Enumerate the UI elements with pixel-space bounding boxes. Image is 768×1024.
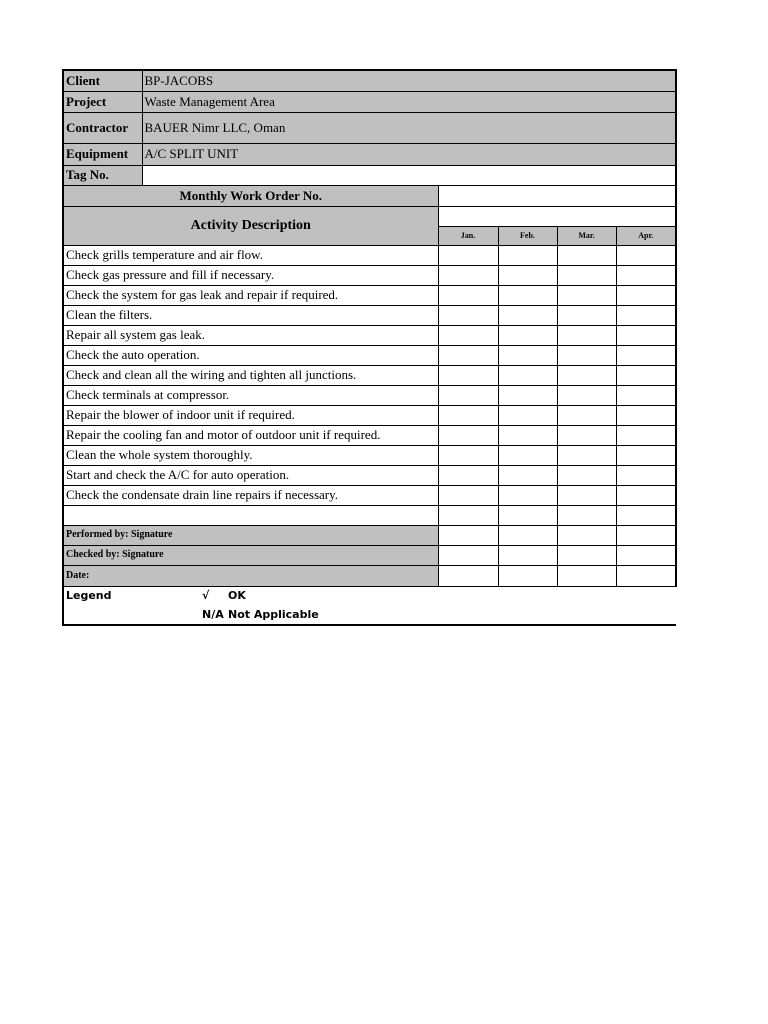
check-cell-feb[interactable] xyxy=(498,325,557,345)
work-order-label: Monthly Work Order No. xyxy=(63,185,438,206)
month-mar: Mar. xyxy=(557,226,616,245)
project-label: Project xyxy=(63,91,142,112)
month-feb: Feb. xyxy=(498,226,557,245)
check-cell-feb[interactable] xyxy=(498,485,557,505)
activity-row xyxy=(63,285,676,305)
check-cell-mar[interactable] xyxy=(557,345,616,365)
check-cell-feb[interactable] xyxy=(498,285,557,305)
check-cell-mar[interactable] xyxy=(557,285,616,305)
activity-row xyxy=(63,505,676,525)
date-feb-cell[interactable] xyxy=(498,565,557,586)
legend-ok-text: OK xyxy=(228,588,246,602)
check-cell-mar[interactable] xyxy=(557,505,616,525)
check-cell-feb[interactable] xyxy=(498,365,557,385)
check-cell-mar[interactable] xyxy=(557,325,616,345)
check-cell-feb[interactable] xyxy=(498,345,557,365)
equipment-value: A/C SPLIT UNIT xyxy=(142,143,676,165)
month-header-spacer xyxy=(438,206,676,226)
activity-row xyxy=(63,325,676,345)
checked-feb-cell[interactable] xyxy=(498,545,557,565)
check-cell-feb[interactable] xyxy=(498,385,557,405)
check-cell-jan[interactable] xyxy=(438,245,498,265)
check-cell-jan[interactable] xyxy=(438,405,498,425)
activity-description: Check and clean all the wiring and tighten all junctions. xyxy=(63,365,438,385)
check-cell-feb[interactable] xyxy=(498,405,557,425)
activity-description: Check the system for gas leak and repair if required. xyxy=(63,285,438,305)
checked-by-label: Checked by: Signature xyxy=(63,545,438,565)
activity-description: Check the auto operation. xyxy=(63,345,438,365)
check-cell-apr[interactable] xyxy=(616,445,676,465)
tag-row xyxy=(63,165,676,185)
check-cell-mar[interactable] xyxy=(557,485,616,505)
legend-row-na xyxy=(63,605,676,625)
check-cell-mar[interactable] xyxy=(557,445,616,465)
month-jan: Jan. xyxy=(438,226,498,245)
activity-header: Activity Description xyxy=(63,206,438,245)
performed-mar-cell[interactable] xyxy=(557,525,616,545)
activity-description: Start and check the A/C for auto operation. xyxy=(63,465,438,485)
equipment-label: Equipment xyxy=(63,143,142,165)
activity-description xyxy=(63,505,438,525)
performed-by-label: Performed by: Signature xyxy=(63,525,438,545)
activity-row xyxy=(63,465,676,485)
check-cell-apr[interactable] xyxy=(616,405,676,425)
activity-description: Repair all system gas leak. xyxy=(63,325,438,345)
performed-feb-cell[interactable] xyxy=(498,525,557,545)
activity-row xyxy=(63,385,676,405)
legend-na-symbol: N/A xyxy=(202,607,224,621)
check-cell-feb[interactable] xyxy=(498,425,557,445)
activity-row xyxy=(63,265,676,285)
check-cell-feb[interactable] xyxy=(498,465,557,485)
activity-description: Check the condensate drain line repairs if necessary. xyxy=(63,485,438,505)
check-cell-apr[interactable] xyxy=(616,305,676,325)
activity-description: Repair the blower of indoor unit if required. xyxy=(63,405,438,425)
contractor-row xyxy=(63,112,676,143)
check-cell-mar[interactable] xyxy=(557,365,616,385)
activity-row xyxy=(63,245,676,265)
check-cell-mar[interactable] xyxy=(557,405,616,425)
check-cell-apr[interactable] xyxy=(616,385,676,405)
activity-row xyxy=(63,445,676,465)
legend-na xyxy=(142,605,676,625)
month-apr: Apr. xyxy=(616,226,676,245)
activity-description: Clean the whole system thoroughly. xyxy=(63,445,438,465)
checked-mar-cell[interactable] xyxy=(557,545,616,565)
check-cell-mar[interactable] xyxy=(557,385,616,405)
activity-row xyxy=(63,425,676,445)
check-cell-jan[interactable] xyxy=(438,485,498,505)
contractor-value: BAUER Nimr LLC, Oman xyxy=(142,112,676,143)
activity-list xyxy=(63,245,676,525)
activity-row xyxy=(63,345,676,365)
activity-description: Repair the cooling fan and motor of outdoor unit if required. xyxy=(63,425,438,445)
activity-description: Check grills temperature and air flow. xyxy=(63,245,438,265)
check-cell-feb[interactable] xyxy=(498,505,557,525)
check-cell-apr[interactable] xyxy=(616,425,676,445)
client-value: BP-JACOBS xyxy=(142,70,676,91)
check-cell-mar[interactable] xyxy=(557,265,616,285)
client-label: Client xyxy=(63,70,142,91)
performed-by-row xyxy=(63,525,676,545)
check-cell-feb[interactable] xyxy=(498,265,557,285)
checked-by-row xyxy=(63,545,676,565)
legend-ok xyxy=(142,586,676,605)
check-cell-mar[interactable] xyxy=(557,465,616,485)
checked-jan-cell[interactable] xyxy=(438,545,498,565)
project-row xyxy=(63,91,676,112)
check-cell-apr[interactable] xyxy=(616,325,676,345)
legend-na-text: Not Applicable xyxy=(228,607,319,621)
checked-apr-cell[interactable] xyxy=(616,545,676,565)
activity-row xyxy=(63,365,676,385)
legend-spacer xyxy=(63,605,142,625)
date-label: Date: xyxy=(63,565,438,586)
check-cell-jan[interactable] xyxy=(438,465,498,485)
legend-label: Legend xyxy=(63,586,142,605)
work-order-value[interactable] xyxy=(438,185,676,206)
check-cell-feb[interactable] xyxy=(498,445,557,465)
check-cell-apr[interactable] xyxy=(616,505,676,525)
tag-label: Tag No. xyxy=(63,165,142,185)
date-mar-cell[interactable] xyxy=(557,565,616,586)
performed-jan-cell[interactable] xyxy=(438,525,498,545)
check-cell-apr[interactable] xyxy=(616,365,676,385)
check-cell-feb[interactable] xyxy=(498,245,557,265)
check-cell-jan[interactable] xyxy=(438,505,498,525)
check-cell-mar[interactable] xyxy=(557,425,616,445)
check-cell-jan[interactable] xyxy=(438,325,498,345)
check-cell-jan[interactable] xyxy=(438,365,498,385)
check-cell-jan[interactable] xyxy=(438,305,498,325)
activity-row xyxy=(63,305,676,325)
checklist-sheet xyxy=(62,69,675,626)
date-jan-cell[interactable] xyxy=(438,565,498,586)
legend-ok-symbol: √ xyxy=(202,588,210,602)
legend-row-ok xyxy=(63,586,676,605)
client-row xyxy=(63,70,676,91)
activity-row xyxy=(63,485,676,505)
check-cell-apr[interactable] xyxy=(616,465,676,485)
check-cell-apr[interactable] xyxy=(616,245,676,265)
check-cell-jan[interactable] xyxy=(438,265,498,285)
project-value: Waste Management Area xyxy=(142,91,676,112)
tag-value[interactable] xyxy=(142,165,676,185)
check-cell-jan[interactable] xyxy=(438,345,498,365)
check-cell-mar[interactable] xyxy=(557,245,616,265)
check-cell-apr[interactable] xyxy=(616,265,676,285)
work-order-row xyxy=(63,185,676,206)
checklist-table xyxy=(62,69,677,626)
performed-apr-cell[interactable] xyxy=(616,525,676,545)
check-cell-feb[interactable] xyxy=(498,305,557,325)
check-cell-jan[interactable] xyxy=(438,385,498,405)
activity-description: Clean the filters. xyxy=(63,305,438,325)
activity-row xyxy=(63,405,676,425)
date-apr-cell[interactable] xyxy=(616,565,676,586)
check-cell-apr[interactable] xyxy=(616,345,676,365)
date-row xyxy=(63,565,676,586)
check-cell-apr[interactable] xyxy=(616,285,676,305)
activity-description: Check gas pressure and fill if necessary. xyxy=(63,265,438,285)
equipment-row xyxy=(63,143,676,165)
contractor-label: Contractor xyxy=(63,112,142,143)
activity-header-row-top xyxy=(63,206,676,226)
check-cell-jan[interactable] xyxy=(438,285,498,305)
activity-description: Check terminals at compressor. xyxy=(63,385,438,405)
check-cell-mar[interactable] xyxy=(557,305,616,325)
check-cell-jan[interactable] xyxy=(438,425,498,445)
check-cell-jan[interactable] xyxy=(438,445,498,465)
check-cell-apr[interactable] xyxy=(616,485,676,505)
